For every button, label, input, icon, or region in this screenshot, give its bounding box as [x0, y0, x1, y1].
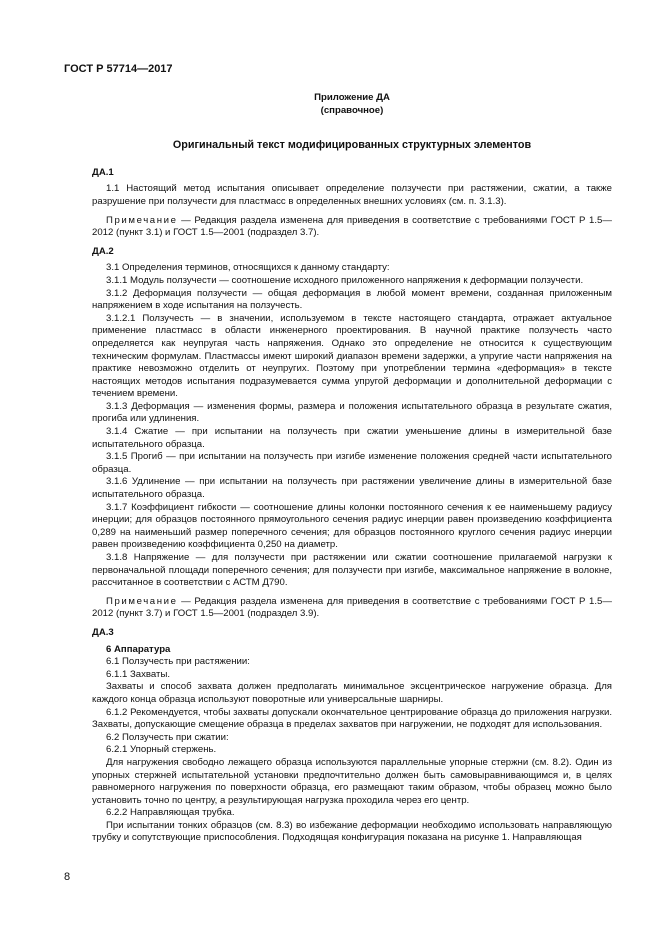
- da2-paragraph: 3.1 Определения терминов, относящихся к данному стандарту:: [106, 262, 390, 274]
- note-label: Примечание: [106, 214, 178, 226]
- da2-paragraph: 3.1.8 Напряжение — для ползучести при растяжении или сжатии соотношение прилагаемой нагрузки к первоначальной площади поперечного сечения; для ползучести при изгибе, максимальное напряжение в волокне, рассчитанное в соответствии с АСТМ Д790.: [92, 552, 612, 589]
- da2-paragraph: 3.1.5 Прогиб — при испытании на ползучесть при изгибе изменение положения средней части испытательного образца.: [92, 451, 612, 475]
- da2-paragraph: 3.1.6 Удлинение — при испытании на ползучесть при растяжении увеличение длины в измерительной базе испытательного образца.: [92, 476, 612, 501]
- da3-heading: 6 Аппаратура: [106, 643, 171, 655]
- da2-label: ДА.2: [92, 245, 114, 257]
- da2-paragraph: 3.1.1 Модуль ползучести — соотношение исходного приложенного напряжения к деформации ползучести.: [106, 274, 584, 286]
- da2-paragraph: 3.1.3 Деформация — изменения формы, размера и положения испытательного образца в результате сжатия, прогиба или удлинения.: [92, 400, 612, 425]
- da2-paragraph: 3.1.4 Сжатие — при испытании на ползучесть при сжатии уменьшение длины в измерительной базе испытательного образца.: [92, 426, 612, 450]
- da2-paragraph: 3.1.2 Деформация ползучести — общая деформация в любой момент времени, созданная приложенным напряжением в ходе испытания на ползучесть.: [92, 287, 612, 312]
- da3-paragraph: 6.1.1 Захваты.: [106, 668, 170, 680]
- section-heading: Оригинальный текст модифицированных структурных элементов: [172, 139, 532, 152]
- da1-note: [92, 215, 612, 240]
- da3-paragraph: 6.2 Ползучесть при сжатии:: [106, 731, 229, 743]
- da3-paragraph: При испытании тонких образцов (см. 8.3) во избежание деформации необходимо использовать направляющую трубку и сопутствующие приспособления. Подходящая конфигурация показана на рисунке 1. Направляющая: [92, 819, 612, 844]
- note-text: — Редакция раздела изменена для приведения в соответствие с требованиями ГОСТ Р 1.5—2012 (пункт 3.1) и ГОСТ 1.5—2001 (подраздел 3.7).: [92, 214, 612, 239]
- da3-paragraph: 6.2.1 Упорный стержень.: [106, 744, 217, 756]
- appendix-subtitle: (справочное): [320, 104, 384, 116]
- appendix-title: Приложение ДА: [314, 92, 390, 103]
- page-content: [92, 92, 612, 845]
- da2-paragraph: 3.1.7 Коэффициент гибкости — соотношение длины колонки постоянного сечения к ее наименьшему радиусу инерции; для образцов постоянного прямоугольного сечения радиус инерции равен произведению коэффициента 0,289 на наименьший размер поперечного сечения; для образцов постоянного круглого сечения радиус инерции равен произведению коэффициента 0,250 на диаметр.: [92, 501, 612, 551]
- da1-label: ДА.1: [92, 166, 114, 178]
- da2-note: [92, 596, 612, 621]
- da3-label: ДА.3: [92, 626, 114, 638]
- da3-paragraph: Захваты и способ захвата должен предполагать минимальное эксцентрическое нагружение образца. Для каждого конца образца используют поворотные или универсальные шарниры.: [92, 681, 612, 705]
- page-number: 8: [64, 871, 71, 883]
- note-text: — Редакция раздела изменена для приведения в соответствие с требованиями ГОСТ Р 1.5—2012 (пункт 3.7) и ГОСТ 1.5—2001 (подраздел 3.9).: [92, 595, 612, 620]
- da3-paragraph: 6.2.2 Направляющая трубка.: [106, 807, 235, 819]
- da3-paragraph: Для нагружения свободно лежащего образца используются параллельные упорные стержни (см. 8.2). Один из упорных стержней испытательной установки предпочтительно должен быть самовыравнивающимся и, в целях равномерного нагружения по поверхности образца, его размещают таким образом, чтобы образец можно было установить точно по центру, а результирующая нагрузка проходила через его центр.: [92, 756, 612, 806]
- document-header: ГОСТ Р 57714—2017: [64, 63, 173, 75]
- da3-paragraph: 6.1 Ползучесть при растяжении:: [106, 656, 250, 668]
- da2-paragraph: 3.1.2.1 Ползучесть — в значении, используемом в тексте настоящего стандарта, отражает актуальное применение пластмасс в области инженерного проектирования. В научной практике ползучесть часто определяется как неупругая часть напряжения. Однако это определение не относится к существующим техническим формулам. Пластмассы имеют широкий диапазон времени задержки, а упругие части напряжения на практике невозможно отделить от неупругих. Поэтому при употреблении термина «деформация» в тексте настоящих методов испытания подразумевается сумма упругой деформации и дополнительной деформации с течением времени.: [92, 312, 612, 400]
- note-label: Примечание: [106, 595, 178, 607]
- da3-paragraph: 6.1.2 Рекомендуется, чтобы захваты допускали окончательное центрирование образца до приложения нагрузки. Захваты, допускающие смещение образца в пределах захватов при нагружении, не подходят для использования.: [92, 706, 612, 731]
- da1-paragraph: 1.1 Настоящий метод испытания описывает определение ползучести при растяжении, сжатии, а также разрушение при ползучести для пластмасс в определенных внешних условиях (см. п. 3.1.3).: [92, 183, 612, 207]
